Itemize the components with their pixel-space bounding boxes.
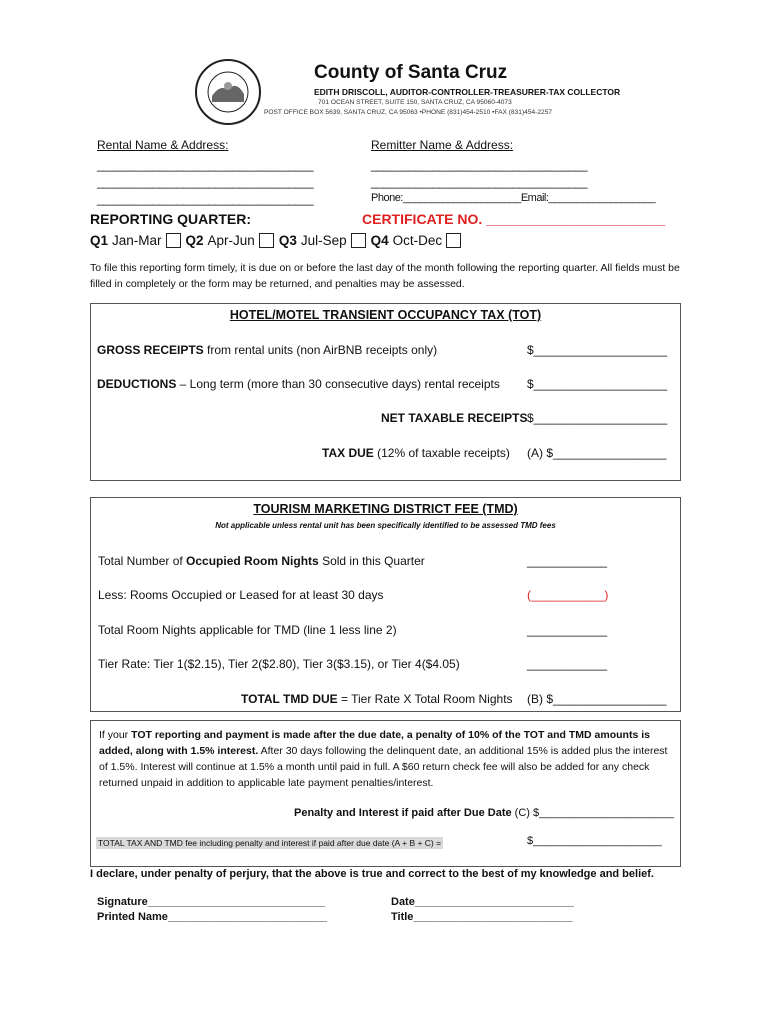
tmd-title: TOURISM MARKETING DISTRICT FEE (TMD) — [253, 502, 518, 516]
tax-due-field[interactable]: (A) $_________________ — [527, 446, 667, 460]
less-rooms-label: Less: Rooms Occupied or Leased for at least 30 days — [98, 588, 384, 602]
tot-title: HOTEL/MOTEL TRANSIENT OCCUPANCY TAX (TOT) — [229, 308, 542, 322]
deductions-label: DEDUCTIONS – Long term (more than 30 consecutive days) rental receipts — [97, 377, 500, 391]
quarter-q1-label: Jan-Mar — [112, 233, 162, 248]
penalty-interest-field[interactable]: Penalty and Interest if paid after Due Date (C) $______________________ — [294, 807, 674, 819]
total-room-nights-field[interactable]: ____________ — [527, 623, 608, 637]
tax-due-label: TAX DUE (12% of taxable receipts) — [322, 446, 510, 460]
office-mailing: POST OFFICE BOX 5639, SANTA CRUZ, CA 95063 •PHONE (831)454-2510 •FAX (831)454-2257 — [264, 109, 553, 116]
quarter-q1-checkbox[interactable] — [166, 233, 181, 248]
title-field[interactable]: Title__________________________ — [391, 911, 573, 923]
date-field[interactable]: Date__________________________ — [391, 896, 574, 908]
quarter-q2-checkbox[interactable] — [259, 233, 274, 248]
quarter-q3-label: Jul-Sep — [300, 233, 347, 248]
rental-line-1[interactable]: ___________________________________ — [97, 158, 314, 172]
less-rooms-field[interactable]: (___________) — [527, 588, 609, 602]
penalty-paragraph: If your TOT reporting and payment is made after the due date, a penalty of 10% of the TOT and TMD amounts is added, along with 1.5% interest. After 30 days following the delinquent date, an additional 15% is added plus the interest of 1.5%. Interest will continue at 1.5% a month until paid in full. A $60 return check fee will also be added for any check returned unpaid in addition to applicable late payment penalties/interest. — [99, 729, 668, 789]
quarter-q2: Q2 — [185, 233, 204, 248]
rental-line-3[interactable]: ___________________________________ — [97, 192, 314, 206]
rental-label: Rental Name & Address: — [97, 138, 229, 152]
signature-field[interactable]: Signature_____________________________ — [97, 896, 326, 908]
gross-receipts-field[interactable]: $____________________ — [527, 343, 668, 357]
county-seal — [194, 58, 262, 126]
quarter-q4-checkbox[interactable] — [446, 233, 461, 248]
net-taxable-label: NET TAXABLE RECEIPTS — [381, 411, 528, 425]
remitter-label: Remitter Name & Address: — [371, 138, 514, 152]
occupied-nights-field[interactable]: ____________ — [527, 554, 608, 568]
total-tax-tmd-label: TOTAL TAX AND TMD fee including penalty and interest if paid after due date (A + B + C) = — [98, 838, 442, 848]
quarter-q3-checkbox[interactable] — [351, 233, 366, 248]
tier-rate-label: Tier Rate: Tier 1($2.15), Tier 2($2.80), Tier 3($3.15), or Tier 4($4.05) — [98, 657, 460, 671]
officer-name: EDITH DRISCOLL, AUDITOR-CONTROLLER-TREASURER-TAX COLLECTOR — [314, 87, 621, 97]
tier-rate-field[interactable]: ____________ — [527, 657, 608, 671]
certificate-number[interactable]: CERTIFICATE NO. _______________________ — [362, 211, 666, 227]
printed-name-field[interactable]: Printed Name__________________________ — [97, 911, 327, 923]
remitter-phone-email[interactable]: Phone:_____________________Email:___________________ — [371, 192, 656, 204]
rental-line-2[interactable]: ___________________________________ — [97, 175, 314, 189]
county-title: County of Santa Cruz — [314, 62, 508, 83]
tmd-section — [90, 497, 681, 712]
total-tmd-due-field[interactable]: (B) $_________________ — [527, 692, 667, 706]
declaration: I declare, under penalty of perjury, that the above is true and correct to the best of my knowledge and belief. — [90, 868, 654, 880]
reporting-quarter-label: REPORTING QUARTER: — [90, 211, 251, 227]
filing-instructions: To file this reporting form timely, it is due on or before the last day of the month following the reporting quarter. All fields must be filled in completely or the form may be returned, and penalties may be assessed. — [90, 262, 680, 290]
occupied-nights-label: Total Number of Occupied Room Nights Sold in this Quarter — [98, 554, 425, 568]
quarter-selector — [90, 233, 466, 248]
tmd-note: Not applicable unless rental unit has been specifically identified to be assessed TMD fees — [215, 521, 556, 530]
penalty-section — [90, 720, 681, 867]
quarter-q1: Q1 — [90, 233, 109, 248]
remitter-line-2[interactable]: ___________________________________ — [371, 175, 588, 189]
total-tmd-due-label: TOTAL TMD DUE = Tier Rate X Total Room Nights — [241, 692, 513, 706]
total-tax-tmd-field[interactable]: $_____________________ — [527, 835, 662, 847]
deductions-field[interactable]: $____________________ — [527, 377, 668, 391]
office-address: 701 OCEAN STREET, SUITE 150, SANTA CRUZ, CA 95060-4073 — [318, 99, 512, 106]
quarter-q4-label: Oct-Dec — [392, 233, 443, 248]
remitter-line-1[interactable]: ___________________________________ — [371, 158, 588, 172]
gross-receipts-label: GROSS RECEIPTS from rental units (non AirBNB receipts only) — [97, 343, 438, 357]
tot-section — [90, 303, 681, 481]
total-room-nights-label: Total Room Nights applicable for TMD (line 1 less line 2) — [98, 623, 397, 637]
net-taxable-field[interactable]: $____________________ — [527, 411, 668, 425]
quarter-q2-label: Apr-Jun — [207, 233, 255, 248]
quarter-q3: Q3 — [278, 233, 297, 248]
quarter-q4: Q4 — [370, 233, 389, 248]
